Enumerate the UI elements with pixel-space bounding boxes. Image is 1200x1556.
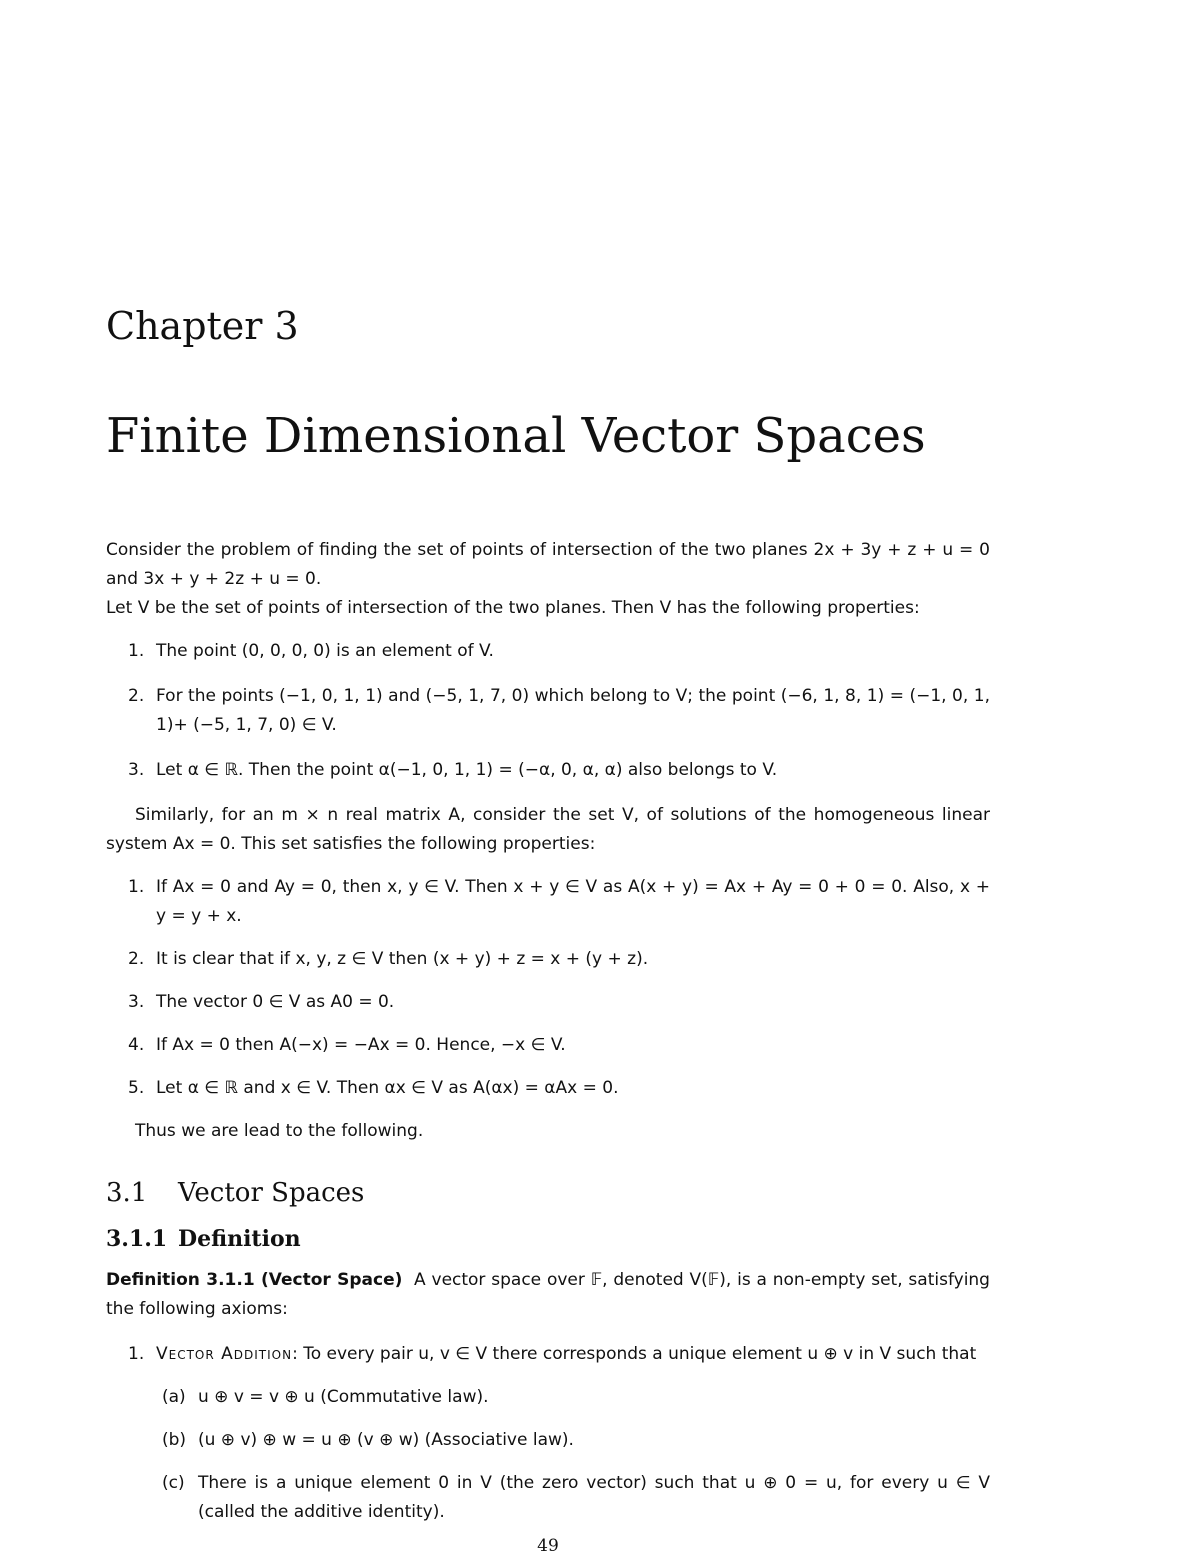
list-item: 2. For the points (−1, 0, 1, 1) and (−5, 1, 7, 0) which belong to V; the point (−6, 1, 8, 1) = (−1, 0, 1, 1)+ (−5, 1, 7, 0) ∈ V. xyxy=(128,686,990,735)
chapter-label: Chapter 3 xyxy=(106,304,299,348)
subsection-heading: 3.1.1 Definition xyxy=(106,1226,301,1252)
definition-head: Definition 3.1.1 (Vector Space) xyxy=(106,1270,403,1290)
section-heading: 3.1 Vector Spaces xyxy=(106,1178,365,1208)
page-number: 49 xyxy=(537,1536,559,1556)
list-item: 3. Let α ∈ ℝ. Then the point α(−1, 0, 1, 1) = (−α, 0, α, α) also belongs to V. xyxy=(128,760,778,780)
list-item: 1. If Ax = 0 and Ay = 0, then x, y ∈ V. Then x + y ∈ V as A(x + y) = Ax + Ay = 0 + 0 = 0. Also, x + y = y + x. xyxy=(128,877,990,926)
intro-paragraph-3: Similarly, for an m × n real matrix A, consider the set V, of solutions of the homogeneous linear system Ax = 0. This set satisfies the following properties: xyxy=(106,805,990,854)
list-item: 5. Let α ∈ ℝ and x ∈ V. Then αx ∈ V as A(αx) = αAx = 0. xyxy=(128,1078,619,1098)
axiom-sublist xyxy=(106,1383,990,1527)
list-item: 2. It is clear that if x, y, z ∈ V then (x + y) + z = x + (y + z). xyxy=(128,949,649,969)
list-item: 4. If Ax = 0 then A(−x) = −Ax = 0. Hence, −x ∈ V. xyxy=(128,1035,566,1055)
intro-paragraph-1: Consider the problem of finding the set of points of intersection of the two planes 2x + 3y + z + u = 0 and 3x + y + 2z + u = 0. xyxy=(106,540,990,589)
list-item: 1. Vector Addition: To every pair u, v ∈ V there corresponds a unique element u ⊕ v in V such that xyxy=(128,1344,977,1364)
page xyxy=(106,0,990,1556)
list-item: (c) There is a unique element 0 in V (the zero vector) such that u ⊕ 0 = u, for every u ∈ V (called the additive identity). xyxy=(162,1473,990,1522)
chapter-title: Finite Dimensional Vector Spaces xyxy=(106,408,926,464)
body-text xyxy=(106,536,990,1527)
list-item: 1. The point (0, 0, 0, 0) is an element of V. xyxy=(128,641,494,661)
list-item: (b) (u ⊕ v) ⊕ w = u ⊕ (v ⊕ w) (Associative law). xyxy=(162,1430,574,1450)
list-item: 3. The vector 0 ∈ V as A0 = 0. xyxy=(128,992,395,1012)
axiom-list xyxy=(106,1340,990,1369)
solution-properties-list xyxy=(106,873,990,1103)
intro-paragraph-2: Let V be the set of points of intersection of the two planes. Then V has the following properties: xyxy=(106,598,920,618)
list-item: (a) u ⊕ v = v ⊕ u (Commutative law). xyxy=(162,1387,489,1407)
plane-properties-list xyxy=(106,637,990,785)
axiom-name: Vector Addition xyxy=(156,1344,293,1364)
definition-paragraph: Definition 3.1.1 (Vector Space) A vector space over 𝔽, denoted V(𝔽), is a non-empty set, satisfying the following axioms: xyxy=(106,1270,990,1319)
intro-paragraph-4: Thus we are lead to the following. xyxy=(135,1121,424,1141)
